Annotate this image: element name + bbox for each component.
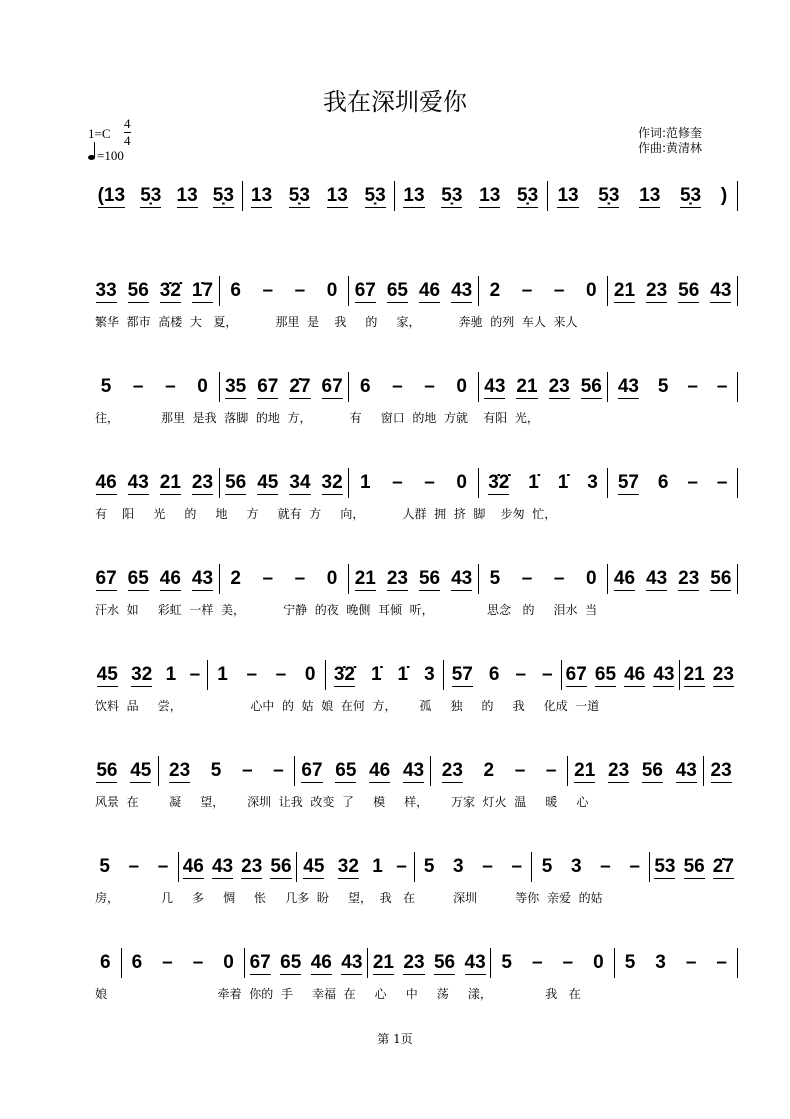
measure xyxy=(90,468,220,498)
note: 46 xyxy=(418,279,441,301)
note: 56 xyxy=(433,951,456,973)
note: 23 xyxy=(169,759,191,781)
song-title: 我在深圳爱你 xyxy=(323,88,467,116)
note: 5 xyxy=(423,856,435,877)
note: 46 xyxy=(624,663,646,685)
note: 21 xyxy=(683,663,705,685)
dash-note: – xyxy=(424,376,435,397)
note: 65 xyxy=(127,567,149,589)
note: 1 xyxy=(372,856,383,877)
measure xyxy=(704,756,738,786)
measure xyxy=(326,660,444,690)
note: 43 xyxy=(675,759,697,781)
note: 67 xyxy=(257,375,279,397)
note: 45 xyxy=(130,759,152,781)
lyric-line: 往， 那里 是我 落脚 的地 方， 有 窗口 的地 方就 有阳 光， xyxy=(95,411,539,425)
measure xyxy=(243,181,396,211)
measure xyxy=(680,660,738,690)
note: 23 xyxy=(241,855,263,877)
note: 45 xyxy=(96,663,118,685)
measure xyxy=(349,468,479,498)
note: 5 xyxy=(624,952,636,973)
note: 33 xyxy=(95,279,117,301)
lyric-line: 饮料 品 尝， 心中 的 姑 娘 在何 方， 孤 独 的 我 化成 一道 xyxy=(95,699,600,713)
dash-note: – xyxy=(716,952,727,973)
dash-note: – xyxy=(392,472,403,493)
note: 43 xyxy=(451,567,473,589)
note: 43 xyxy=(451,279,473,301)
note: 1̇ xyxy=(557,472,569,493)
staff-row xyxy=(90,468,738,498)
note: 3̇2̇ xyxy=(488,471,510,493)
measure xyxy=(431,756,567,786)
measure xyxy=(220,564,350,594)
dash-note: – xyxy=(396,856,407,877)
note: 43 xyxy=(341,951,363,973)
note: 2 xyxy=(489,280,501,301)
note: 43 xyxy=(464,951,486,973)
note: 67 xyxy=(565,663,587,685)
note: 23 xyxy=(678,567,700,589)
note: 56 xyxy=(678,279,700,301)
note: 56 xyxy=(270,855,292,877)
note: ) xyxy=(720,185,728,206)
measure xyxy=(220,468,350,498)
note: 3̇2̇ xyxy=(159,279,181,301)
note: 46 xyxy=(310,951,332,973)
note: 5̣3 xyxy=(288,184,310,206)
note: 65 xyxy=(386,279,408,301)
note: 5̣3 xyxy=(679,184,702,206)
note: 0 xyxy=(456,472,467,493)
measure xyxy=(90,276,220,306)
note: 5̣3 xyxy=(517,184,539,206)
dash-note: – xyxy=(542,664,553,685)
dash-note: – xyxy=(128,856,140,877)
note: 32 xyxy=(131,663,153,685)
note: 21 xyxy=(159,471,181,493)
measure xyxy=(297,852,415,882)
dash-note: – xyxy=(157,856,169,877)
dash-note: – xyxy=(687,376,698,397)
note: 23 xyxy=(386,567,408,589)
dash-note: – xyxy=(262,568,274,589)
dash-note: – xyxy=(294,568,306,589)
measure xyxy=(220,372,350,402)
measure xyxy=(562,660,680,690)
note: 0 xyxy=(304,664,316,685)
lyric-line: 娘 牵着 你的 手 幸福 在 心 中 荡 漾， 我 在 xyxy=(95,987,581,1001)
credits xyxy=(638,126,702,156)
note: (13 xyxy=(97,184,126,206)
note: 23 xyxy=(712,663,734,685)
note: 23 xyxy=(191,471,214,493)
note: 13 xyxy=(557,184,579,206)
dash-note: – xyxy=(392,376,403,397)
measure xyxy=(479,372,609,402)
note: 0 xyxy=(326,280,338,301)
key-signature: 1=C xyxy=(88,126,111,141)
note: 13 xyxy=(639,184,661,206)
note: 56 xyxy=(225,471,247,493)
note: 6 xyxy=(100,952,111,973)
dash-note: – xyxy=(545,760,557,781)
measure xyxy=(349,564,479,594)
measure xyxy=(159,756,295,786)
note: 5̣3 xyxy=(140,184,162,206)
measure xyxy=(90,756,159,786)
note: 5 xyxy=(489,568,501,589)
note: 0 xyxy=(223,952,234,973)
measure xyxy=(122,948,245,978)
note: 23 xyxy=(646,279,668,301)
note: 43 xyxy=(484,375,506,397)
dash-note: – xyxy=(687,472,698,493)
measure xyxy=(208,660,326,690)
note: 1̇ xyxy=(528,472,539,493)
dash-note: – xyxy=(192,952,204,973)
measure xyxy=(608,276,738,306)
note: 34 xyxy=(289,471,311,493)
note: 2̇7 xyxy=(712,855,734,877)
note: 45 xyxy=(257,471,279,493)
note: 1̇ xyxy=(397,664,409,685)
note: 1 xyxy=(359,472,371,493)
note: 0 xyxy=(456,376,467,397)
measure xyxy=(90,660,208,690)
note: 56 xyxy=(683,855,705,877)
measure xyxy=(532,852,650,882)
note: 46 xyxy=(182,855,204,877)
staff-row xyxy=(90,660,738,690)
lyric-line: 房， 几 多 惆 怅 几多 盼 望， 我 在 深圳 等你 亲爱 的姑 xyxy=(95,891,603,905)
note: 5 xyxy=(99,856,110,877)
measure xyxy=(479,468,609,498)
note: 57 xyxy=(617,471,639,493)
note: 3 xyxy=(655,952,666,973)
note: 56 xyxy=(96,759,118,781)
note: 2 xyxy=(483,760,495,781)
tempo-value: =100 xyxy=(97,148,124,163)
measure xyxy=(349,372,479,402)
note: 56 xyxy=(127,279,149,301)
note: 43 xyxy=(191,567,214,589)
note: 43 xyxy=(402,759,425,781)
measure xyxy=(608,468,738,498)
lyric-line: 风景 在 凝 望， 深圳 让我 改变 了 模 样， 万家 灯火 温 暖 心 xyxy=(95,795,589,809)
lyric-line: 有 阳 光 的 地 方 就有 方 向， 人群 拥 挤 脚 步匆 忙， xyxy=(95,507,557,521)
dash-note: – xyxy=(275,664,287,685)
note: 13 xyxy=(326,184,348,206)
note: 5 xyxy=(100,376,112,397)
note: 23 xyxy=(548,375,570,397)
measure xyxy=(90,948,122,978)
note: 5̣3 xyxy=(364,184,386,206)
note: 21 xyxy=(516,375,538,397)
note: 2 xyxy=(230,568,241,589)
dash-note: – xyxy=(562,952,574,973)
note: 56 xyxy=(641,759,663,781)
dash-note: – xyxy=(515,664,527,685)
note: 21 xyxy=(613,279,636,301)
note: 56 xyxy=(580,375,602,397)
note: 43 xyxy=(653,663,675,685)
measure xyxy=(615,948,738,978)
note: 13 xyxy=(403,184,425,206)
note: 2̇7 xyxy=(289,375,311,397)
dash-note: – xyxy=(716,376,728,397)
dash-note: – xyxy=(514,760,526,781)
note: 43 xyxy=(646,567,668,589)
measure xyxy=(608,564,738,594)
time-top: 4 xyxy=(124,116,131,131)
tempo-marking xyxy=(88,148,124,164)
measure xyxy=(245,948,368,978)
dash-note: – xyxy=(132,376,144,397)
note: 43 xyxy=(617,375,639,397)
note: 67 xyxy=(321,375,343,397)
staff-row xyxy=(90,852,738,882)
dash-note: – xyxy=(273,760,284,781)
lyricist: 作词:范修奎 xyxy=(638,126,703,140)
note: 21 xyxy=(372,951,394,973)
note: 32 xyxy=(321,471,343,493)
note: 43 xyxy=(211,855,234,877)
measure xyxy=(479,276,609,306)
note: 23 xyxy=(608,759,630,781)
staff-row xyxy=(90,181,738,211)
dash-note: – xyxy=(685,952,697,973)
measure xyxy=(415,852,533,882)
dash-note: – xyxy=(189,664,201,685)
note: 3̇2̇ xyxy=(333,663,355,685)
note: 1 xyxy=(165,664,177,685)
note: 65 xyxy=(594,663,617,685)
note: 13 xyxy=(250,184,273,206)
note: 3 xyxy=(424,664,435,685)
note: 67 xyxy=(249,951,271,973)
dash-note: – xyxy=(241,760,253,781)
page-number: 第 1页 xyxy=(377,1032,413,1046)
note: 1̇ xyxy=(370,664,382,685)
composer: 作曲:黄清林 xyxy=(638,141,703,155)
measure xyxy=(608,372,738,402)
measure xyxy=(179,852,297,882)
note: 6 xyxy=(359,376,371,397)
note: 43 xyxy=(710,279,732,301)
note: 53 xyxy=(654,855,676,877)
dash-note: – xyxy=(521,568,533,589)
measure xyxy=(90,852,179,882)
note: 3 xyxy=(587,472,598,493)
measure xyxy=(90,564,220,594)
dash-note: – xyxy=(716,472,728,493)
note: 13 xyxy=(479,184,501,206)
note: 0 xyxy=(585,568,597,589)
note: 5̣3 xyxy=(212,184,234,206)
lyric-line: 汗水 如 彩虹 一样 美， 宁静 的夜 晚侧 耳倾 听， 思念 的 泪水 当 xyxy=(95,603,598,617)
note: 1̇7 xyxy=(191,279,214,301)
note: 13 xyxy=(176,184,198,206)
note: 67 xyxy=(95,567,117,589)
note: 56 xyxy=(418,567,441,589)
note: 3 xyxy=(570,856,582,877)
measure xyxy=(479,564,609,594)
dash-note: – xyxy=(521,280,533,301)
note: 57 xyxy=(451,663,473,685)
note: 46 xyxy=(159,567,181,589)
note: 5̣3 xyxy=(598,184,620,206)
note: 67 xyxy=(354,279,376,301)
measure xyxy=(548,181,738,211)
quarter-note-icon xyxy=(88,155,95,160)
dash-note: – xyxy=(531,952,543,973)
dash-note: – xyxy=(553,568,565,589)
note: 5 xyxy=(501,952,512,973)
time-bottom: 4 xyxy=(124,133,131,148)
note: 0 xyxy=(197,376,208,397)
note: 0 xyxy=(326,568,338,589)
measure xyxy=(444,660,562,690)
staff-row xyxy=(90,276,738,306)
staff-row xyxy=(90,756,738,786)
note: 46 xyxy=(369,759,391,781)
note: 23 xyxy=(441,759,463,781)
note: 0 xyxy=(593,952,604,973)
note: 0 xyxy=(585,280,597,301)
note: 5 xyxy=(541,856,553,877)
note: 3 xyxy=(453,856,464,877)
note: 65 xyxy=(280,951,302,973)
dash-note: – xyxy=(165,376,176,397)
dash-note: – xyxy=(246,664,258,685)
note: 32 xyxy=(337,855,359,877)
lyric-line: 繁华 都市 高楼 大 夏， 那里 是 我 的 家， 奔驰 的列 车人 来人 xyxy=(95,315,578,329)
note: 46 xyxy=(95,471,117,493)
dash-note: – xyxy=(511,856,523,877)
note: 6 xyxy=(230,280,241,301)
note: 56 xyxy=(710,567,732,589)
note: 5 xyxy=(210,760,222,781)
staff-row xyxy=(90,948,738,978)
dash-note: – xyxy=(424,472,435,493)
measure xyxy=(349,276,479,306)
note: 35 xyxy=(225,375,247,397)
time-signature xyxy=(124,116,131,149)
dash-note: – xyxy=(482,856,493,877)
note: 23 xyxy=(403,951,425,973)
note: 5 xyxy=(657,376,669,397)
dash-note: – xyxy=(162,952,173,973)
measure xyxy=(491,948,614,978)
note: 6 xyxy=(657,472,669,493)
note: 65 xyxy=(335,759,357,781)
measure xyxy=(90,181,243,211)
measure xyxy=(295,756,431,786)
note: 43 xyxy=(127,471,149,493)
dash-note: – xyxy=(600,856,611,877)
dash-note: – xyxy=(629,856,640,877)
measure xyxy=(368,948,491,978)
note: 21 xyxy=(574,759,596,781)
measure xyxy=(395,181,548,211)
dash-note: – xyxy=(553,280,565,301)
measure xyxy=(220,276,350,306)
note: 45 xyxy=(303,855,325,877)
note: 6 xyxy=(131,952,143,973)
note: 46 xyxy=(613,567,636,589)
note: 21 xyxy=(354,567,376,589)
note: 67 xyxy=(301,759,323,781)
note: 1 xyxy=(217,664,228,685)
measure xyxy=(90,372,220,402)
measure xyxy=(650,852,738,882)
note: 6 xyxy=(488,664,500,685)
note: 5̣3 xyxy=(441,184,463,206)
staff-row xyxy=(90,372,738,402)
dash-note: – xyxy=(294,280,306,301)
staff-row xyxy=(90,564,738,594)
measure xyxy=(568,756,704,786)
dash-note: – xyxy=(262,280,274,301)
note: 23 xyxy=(710,759,732,781)
